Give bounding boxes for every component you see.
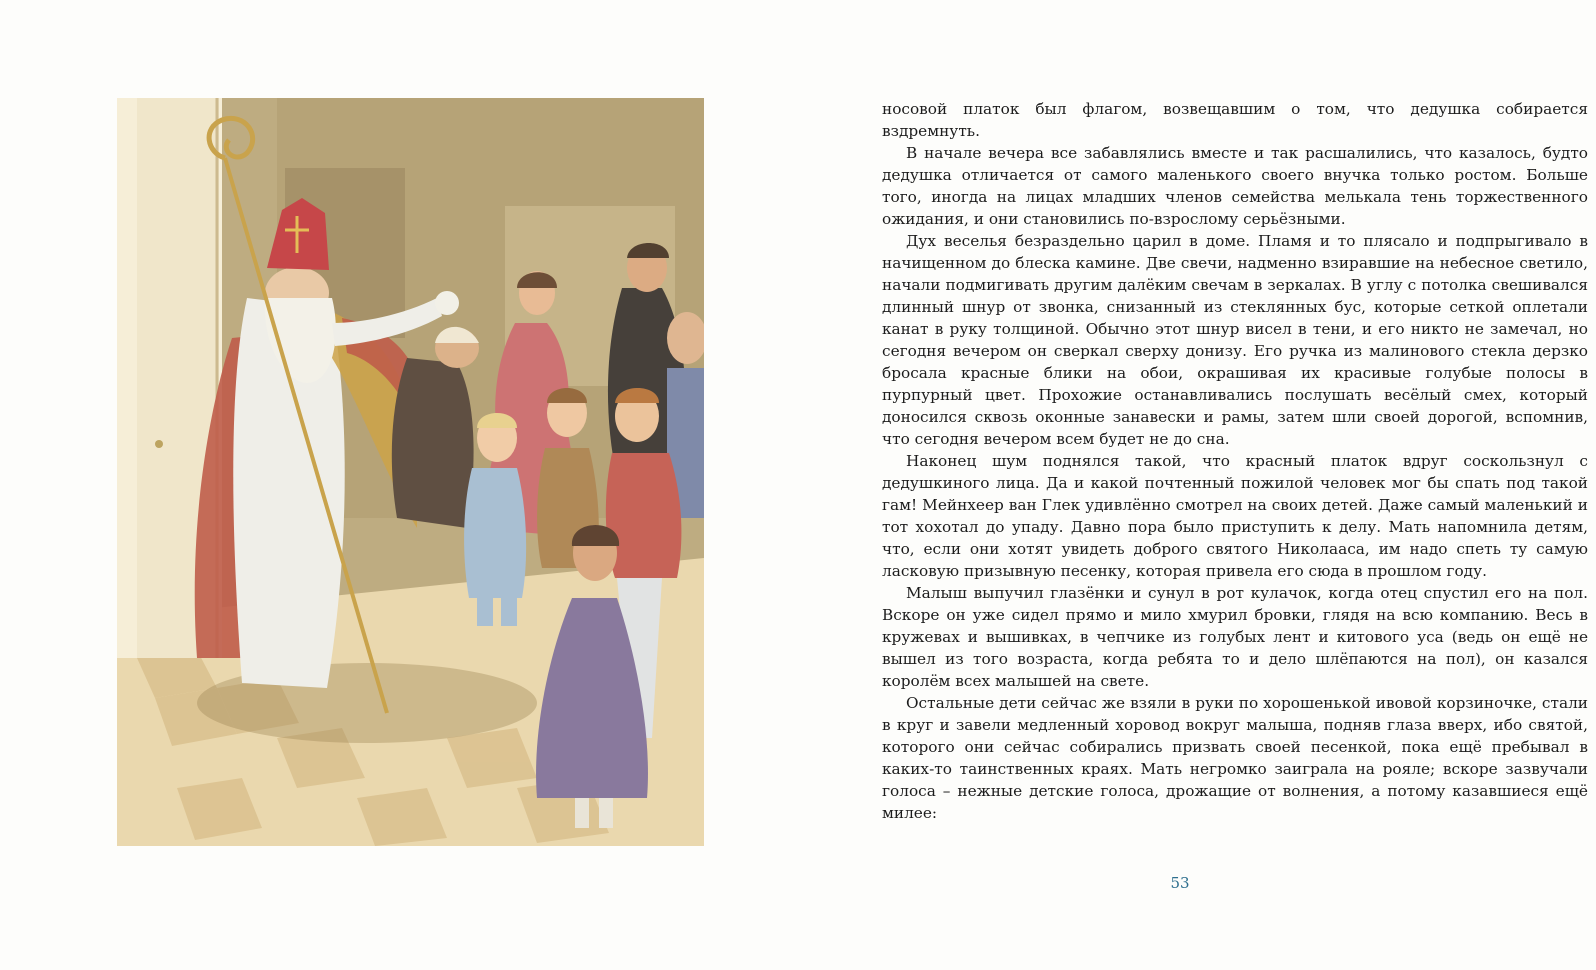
paragraph-2: В начале вечера все забавлялись вместе и так расшалились, что казалось, будто дедушка отличается от самого маленького своего внучка только ростом. Больше того, иногда на лицах младших членов семейства мелькала тень торжественного ожидания, и они становились по-взрослому серьёзными. [882,144,1588,228]
paragraph-3: Дух веселья безраздельно царил в доме. Пламя и то плясало и подпрыгивало в начищенном до блеска камине. Две свечи, надменно взиравшие на небесное светило, начали подмигивать другим далёким свечам в зеркалах. В углу с потолка свешивался длинный шнур от звонка, снизанный из стеклянных бус, которые сеткой оплетали канат в руку толщиной. Обычно этот шнур висел в тени, и его никто не замечал, но сегодня вечером он сверкал сверху донизу. Его ручка из малинового стекла дерзко бросала красные блики на обои, окрашивая их красивые голубые полосы в пурпурный цвет. Прохожие останавливались послушать весёлый смех, который доносился сквозь оконные занавески и рамы, затем шли своей дорогой, вспомнив, что сегодня вечером всем будет не до сна. [882,232,1588,448]
page-number: 53 [1170,874,1190,892]
paragraph-1: носовой платок был флагом, возвещавшим о том, что дедушка собирается вздремнуть. [882,100,1588,140]
paragraph-6: Остальные дети сейчас же взяли в руки по хорошенькой ивовой корзиночке, стали в круг и завели медленный хоровод вокруг малыша, подняв глаза вверх, ибо святой, которого они сейчас собирались призвать своей песенкой, пока ещё пребывал в каких-то таинственных краях. Мать негромко заиграла на рояле; вскоре зазвучали голоса – нежные детские голоса, дрожащие от волнения, а потому казавшиеся ещё милее: [882,694,1588,822]
paragraph-5: Малыш выпучил глазёнки и сунул в рот кулачок, когда отец спустил его на пол. Вскоре он уже сидел прямо и мило хмурил бровки, глядя на всю компанию. Весь в кружевах и вышивках, в чепчике из голубых лент и китового уса (ведь он ещё не вышел из того возраста, когда ребята то и дело шлёпаются на пол), он казался королём всех малышей на свете. [882,584,1588,690]
illustration-saint-nicholas [117,98,704,846]
paragraph-4: Наконец шум поднялся такой, что красный платок вдруг соскользнул с дедушкиного лица. Да и какой почтенный пожилой человек мог бы спать под такой гам! Мейнхеер ван Глек удивлённо смотрел на своих детей. Даже самый маленький и тот хохотал до упаду. Давно пора было приступить к делу. Мать напомнила детям, что, если они хотят увидеть доброго святого Николааса, им надо спеть ту самую ласковую призывную песенку, которая привела его сюда в прошлом году. [882,452,1588,580]
illustration-art [117,98,704,846]
body-text [882,98,1588,858]
